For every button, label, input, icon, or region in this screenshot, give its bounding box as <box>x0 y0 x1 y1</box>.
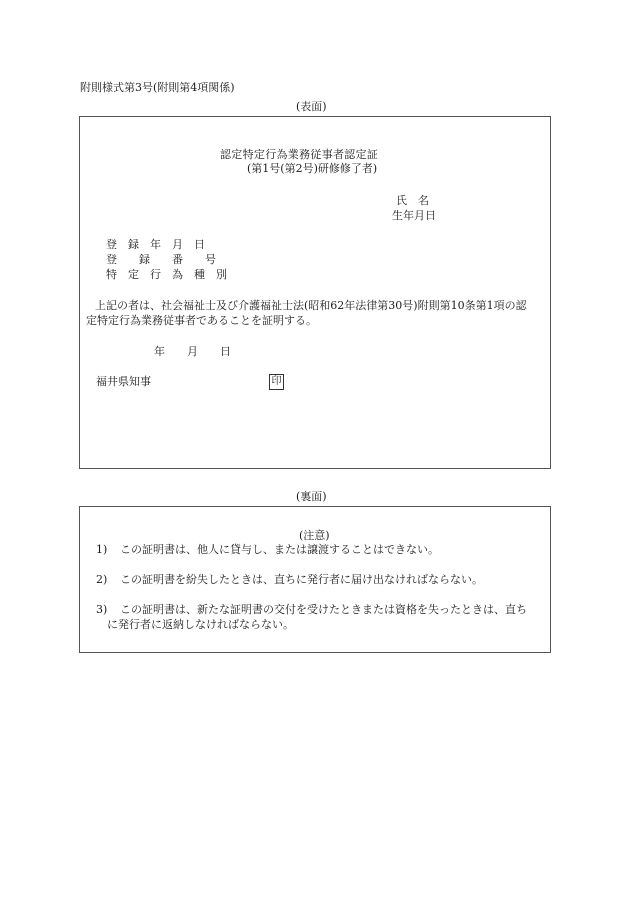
certificate-title: 認定特定行為業務従事者認定証 <box>220 148 379 161</box>
note-1-text: この証明書は、他人に貸与し、または譲渡することはできない。 <box>120 543 439 556</box>
seal-mark: 印 <box>269 374 284 390</box>
certification-text-line-2: 定特定行為業務従事者であることを証明する。 <box>86 314 317 327</box>
note-1-number: 1) <box>96 543 108 556</box>
back-label: (裏面) <box>296 490 327 503</box>
certification-text-line-1: 上記の者は、社会福祉士及び介護福祉士法(昭和62年法律第30号)附則第10条第1項の認 <box>95 299 527 312</box>
registration-number-label: 登 録 番 号 <box>106 253 216 266</box>
specified-act-type-label: 特 定 行 為 種 別 <box>106 268 227 281</box>
issue-date-line: 年 月 日 <box>154 345 231 358</box>
front-label: (表面) <box>296 100 327 113</box>
name-label: 氏 名 <box>396 194 429 207</box>
note-3-text-line-2: に発行者に返納しなければならない。 <box>107 618 294 631</box>
issuer-name: 福井県知事 <box>96 375 151 388</box>
registration-date-label: 登 録 年 月 日 <box>106 238 205 251</box>
birth-date-label: 生年月日 <box>392 209 436 222</box>
note-3-number: 3) <box>96 603 108 616</box>
certificate-subtitle: (第1号(第2号)研修修了者) <box>247 162 378 175</box>
notes-title: (注意) <box>299 529 330 542</box>
note-2-text: この証明書を紛失したときは、直ちに発行者に届け出なければならない。 <box>120 573 483 586</box>
form-number: 附則様式第3号(附則第4項関係) <box>80 81 235 94</box>
note-3-text-line-1: この証明書は、新たな証明書の交付を受けたときまたは資格を失ったときは、直ち <box>120 603 527 616</box>
note-2-number: 2) <box>96 573 108 586</box>
